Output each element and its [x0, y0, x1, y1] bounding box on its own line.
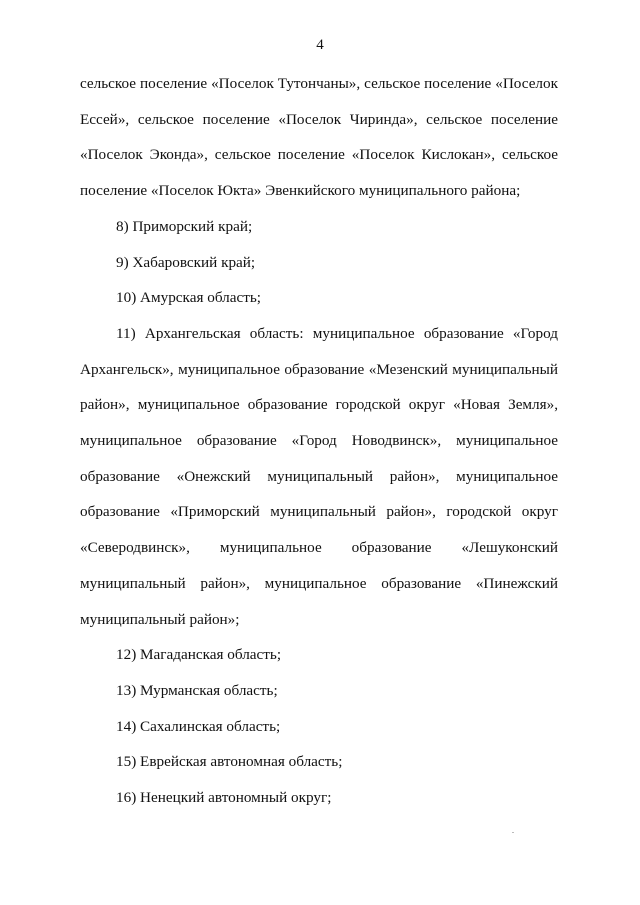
list-item-12: 12) Магаданская область; [116, 646, 282, 664]
list-item-13: 13) Мурманская область; [116, 681, 278, 699]
list-item-15: 15) Еврейская автономная область; [116, 753, 343, 771]
list-item-11: 11) Архангельская область: муниципальное образование «Город Архангельск», муниципальное образование «Мезенский муниципальный район», муниципальное образование городской округ «Новая Земля», муниципальное образование «Город Новодвинск», муниципальное образование «Онежский муниципальный район», муниципальное образование «Приморский муниципальный район», городской округ «Северодвинск», муниципальное образование «Лешуконский муниципальный район», муниципальное образование «Пинежский муниципальный район»; [80, 324, 558, 628]
list-item-9: 9) Хабаровский край; [116, 253, 256, 271]
page-number: 4 [316, 37, 324, 53]
list-item-10: 10) Амурская область; [116, 289, 262, 307]
paragraph-continuation: сельское поселение «Поселок Тутончаны», сельское поселение «Поселок Ессей», сельское поселение «Поселок Чиринда», сельское поселение «Поселок Эконда», сельское поселение «Поселок Кислокан», сельское поселение «Поселок Юкта» Эвенкийского муниципального района; [80, 75, 558, 200]
list-item-8: 8) Приморский край; [116, 217, 253, 235]
list-item-14: 14) Сахалинская область; [116, 717, 281, 735]
document-body [80, 66, 558, 816]
list-item-16: 16) Ненецкий автономный округ; [116, 789, 332, 807]
scan-speck [512, 832, 514, 833]
